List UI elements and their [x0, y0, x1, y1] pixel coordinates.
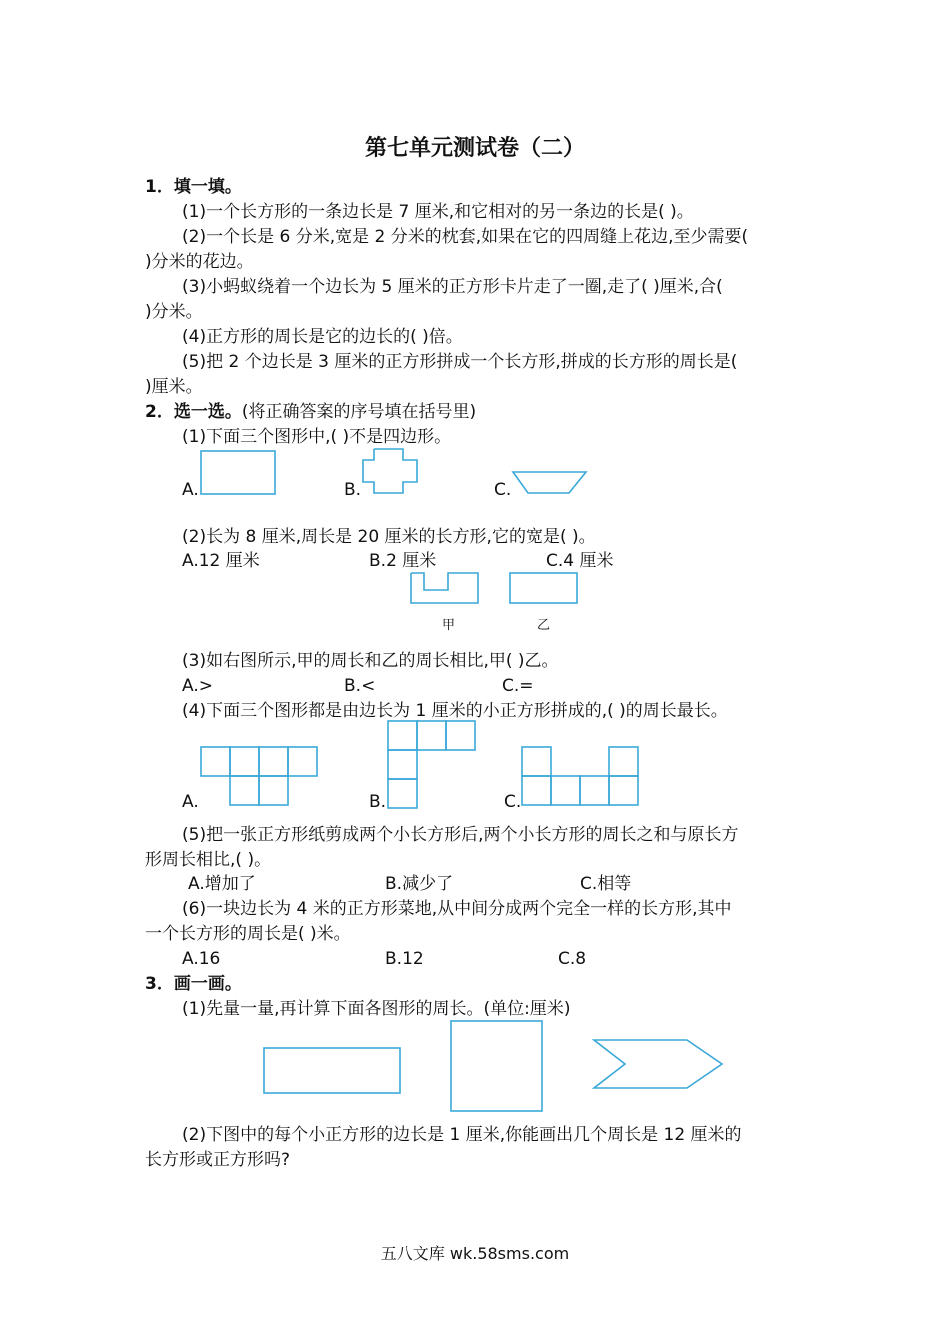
s2-q4-option-a: A. [182, 792, 199, 812]
s2-q1: (1)下面三个图形中,( )不是四边形。 [182, 427, 452, 447]
s1-q5-line1: (5)把 2 个边长是 3 厘米的正方形拼成一个长方形,拼成的长方形的周长是( [182, 352, 738, 372]
fig-jia-notched-rectangle [410, 572, 482, 606]
s1-q3-line2: )分米。 [145, 302, 203, 322]
s3-square [451, 1021, 542, 1111]
s2-q2-option-b: B.2 厘米 [369, 551, 437, 571]
s1-q5-line2: )厘米。 [145, 377, 203, 397]
s2-q4-option-c: C. [504, 792, 522, 812]
s2-q2-option-c: C.4 厘米 [546, 551, 614, 571]
s2-q5-option-c: C.相等 [580, 874, 632, 894]
figure-b-outline [363, 449, 417, 493]
s3-figure-rectangle [263, 1047, 405, 1097]
s2-q4-figure-c-squares [521, 746, 643, 808]
s1-q2-line2: )分米的花边。 [145, 252, 254, 272]
figure-c-outline [513, 472, 586, 493]
s2-q1-figure-c-trapezoid [512, 470, 590, 496]
s2-q4-figure-a-squares [200, 746, 322, 808]
page-title: 第七单元测试卷（二） [364, 135, 585, 161]
s2-q6-line2: 一个长方形的周长是( )米。 [145, 924, 351, 944]
s2-q3-option-a: A.> [182, 676, 213, 696]
s2-q4-figure-b-squares [387, 720, 477, 810]
s2-q6-option-a: A.16 [182, 949, 221, 969]
s2-q5-option-b: B.减少了 [385, 874, 454, 894]
s2-q6-option-b: B.12 [385, 949, 424, 969]
fig-yi-rectangle [509, 572, 581, 606]
s2-q5-line1: (5)把一张正方形纸剪成两个小长方形后,两个小长方形的周长之和与原长方 [182, 825, 739, 845]
s2-q2-option-a: A.12 厘米 [182, 551, 260, 571]
s2-q6-line1: (6)一块边长为 4 米的正方形菜地,从中间分成两个完全一样的长方形,其中 [182, 899, 732, 919]
s1-q1: (1)一个长方形的一条边长是 7 厘米,和它相对的另一条边的长是( )。 [182, 202, 694, 222]
s3-figure-arrow-shape [592, 1038, 728, 1094]
fig-yi-rect [510, 573, 577, 603]
fig-label-jia: 甲 [442, 618, 456, 633]
section-1-heading: 1．填一填。 [145, 177, 242, 197]
fig-label-yi: 乙 [537, 618, 551, 633]
s2-q3-option-c: C.= [502, 676, 534, 696]
s3-arrow-outline [594, 1040, 722, 1088]
section-2-heading-row [145, 401, 476, 423]
s3-q2-line2: 长方形或正方形吗? [145, 1150, 291, 1170]
section-2-note: (将正确答案的序号填在括号里) [241, 402, 477, 422]
s2-q4-option-b: B. [369, 792, 387, 812]
s2-q4: (4)下面三个图形都是由边长为 1 厘米的小正方形拼成的,( )的周长最长。 [182, 701, 728, 721]
s2-q1-figure-b-cross [362, 448, 422, 496]
page-footer: 五八文库 wk.58sms.com [380, 1244, 570, 1263]
s1-q2-line1: (2)一个长是 6 分米,宽是 2 分米的枕套,如果在它的四周缝上花边,至少需要( [182, 227, 749, 247]
s2-q3: (3)如右图所示,甲的周长和乙的周长相比,甲( )乙。 [182, 651, 559, 671]
section-3-heading: 3．画一画。 [145, 974, 242, 994]
s2-q5-line2: 形周长相比,( )。 [145, 850, 272, 870]
section-2-heading: 2．选一选。 [145, 402, 242, 422]
s2-q5-option-a: A.增加了 [188, 874, 256, 894]
s3-q1: (1)先量一量,再计算下面各图形的周长。(单位:厘米) [182, 999, 571, 1019]
s1-q4: (4)正方形的周长是它的边长的( )倍。 [182, 327, 463, 347]
s1-q3-line1: (3)小蚂蚁绕着一个边长为 5 厘米的正方形卡片走了一圈,走了( )厘米,合( [182, 277, 723, 297]
s3-q2-line1: (2)下图中的每个小正方形的边长是 1 厘米,你能画出几个周长是 12 厘米的 [182, 1125, 742, 1145]
s2-q2: (2)长为 8 厘米,周长是 20 厘米的长方形,它的宽是( )。 [182, 527, 596, 547]
s3-rect [264, 1048, 400, 1093]
s2-q1-option-c: C. [494, 480, 512, 500]
s2-q3-option-b: B.< [344, 676, 376, 696]
s2-q6-option-c: C.8 [558, 949, 587, 969]
s3-figure-square [450, 1020, 546, 1116]
s2-q1-figure-a-rectangle [200, 450, 280, 496]
figure-a-rect [201, 451, 275, 494]
fig-jia-outline [411, 573, 478, 603]
s2-q1-option-b: B. [344, 480, 362, 500]
s2-q1-option-a: A. [182, 480, 199, 500]
